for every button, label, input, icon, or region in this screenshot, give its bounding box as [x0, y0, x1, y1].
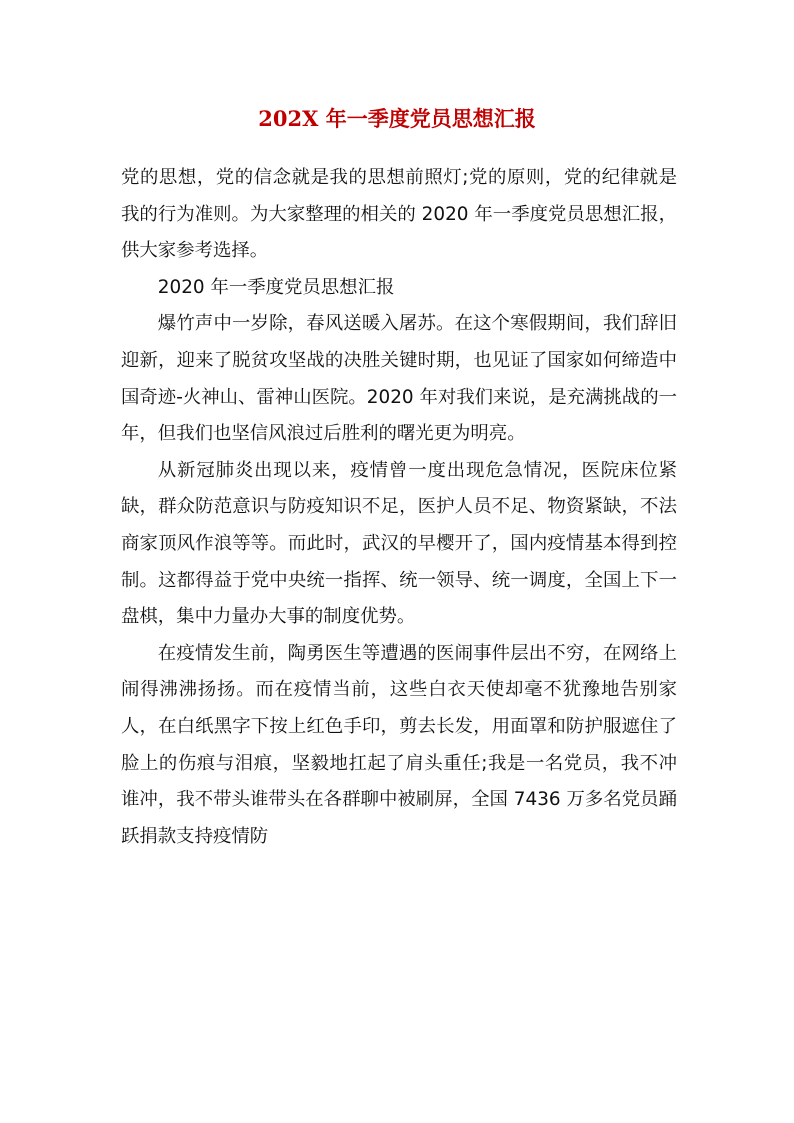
- section-heading: 2020 年一季度党员思想汇报: [157, 276, 395, 298]
- body-paragraph: 从新冠肺炎出现以来，疫情曾一度出现危急情况，医院床位紧缺，群众防范意识与防疫知识不足，医护人员不足、物资紧缺，不法商家顶风作浪等等。而此时，武汉的早樱开了，国内疫情基本得到控制。这都得益于党中央统一指挥、统一领导、统一调度，全国上下一盘棋，集中力量办大事的制度优势。: [121, 459, 677, 628]
- document-title: 202X 年一季度党员思想汇报: [258, 106, 536, 131]
- body-paragraph: 在疫情发生前，陶勇医生等遭遇的医闹事件层出不穷，在网络上闹得沸沸扬扬。而在疫情当前，这些白衣天使却毫不犹豫地告别家人，在白纸黑字下按上红色手印，剪去长发，用面罩和防护服遮住了脸上的伤痕与泪痕，坚毅地扛起了肩头重任;我是一名党员，我不冲谁冲，我不带头谁带头在各群聊中被刷屏，全国 7436 万多名党员踊跃捐款支持疫情防: [121, 642, 677, 847]
- body-paragraph: 爆竹声中一岁除，春风送暖入屠苏。在这个寒假期间，我们辞旧迎新，迎来了脱贫攻坚战的决胜关键时期，也见证了国家如何缔造中国奇迹-火神山、雷神山医院。2020 年对我们来说，是充满挑战的一年，但我们也坚信风浪过后胜利的曙光更为明亮。: [121, 313, 677, 445]
- intro-paragraph: 党的思想，党的信念就是我的思想前照灯;党的原则，党的纪律就是我的行为准则。为大家整理的相关的 2020 年一季度党员思想汇报，供大家参考选择。: [121, 167, 677, 262]
- document-body: [121, 160, 677, 855]
